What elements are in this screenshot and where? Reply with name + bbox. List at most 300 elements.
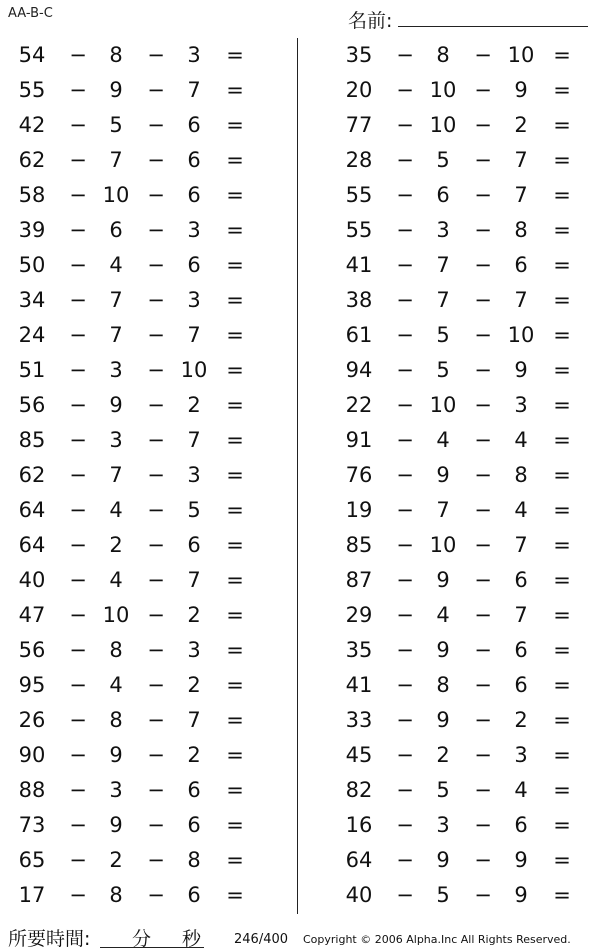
- minus-sign: −: [147, 638, 165, 662]
- first-number: 35: [345, 43, 373, 67]
- third-number: 6: [187, 813, 201, 837]
- first-number: 54: [18, 43, 46, 67]
- equals-sign: =: [553, 148, 571, 172]
- first-number: 41: [345, 253, 373, 277]
- equals-sign: =: [226, 183, 244, 207]
- page-number: 246/400: [234, 932, 289, 947]
- seconds-unit: 秒: [182, 928, 202, 950]
- second-number: 3: [109, 428, 123, 452]
- first-number: 22: [345, 393, 373, 417]
- third-number: 7: [187, 568, 201, 592]
- minus-sign: −: [396, 218, 414, 242]
- equals-sign: =: [553, 743, 571, 767]
- minus-sign: −: [396, 813, 414, 837]
- minus-sign: −: [147, 113, 165, 137]
- first-number: 55: [345, 183, 373, 207]
- minus-sign: −: [147, 358, 165, 382]
- third-number: 2: [514, 708, 528, 732]
- problem-row: [0, 178, 290, 213]
- first-number: 28: [345, 148, 373, 172]
- equals-sign: =: [553, 848, 571, 872]
- minus-sign: −: [396, 708, 414, 732]
- first-number: 76: [345, 463, 373, 487]
- minus-sign: −: [147, 498, 165, 522]
- first-number: 34: [18, 288, 46, 312]
- problem-row: [0, 773, 290, 808]
- third-number: 7: [514, 533, 528, 557]
- equals-sign: =: [553, 183, 571, 207]
- third-number: 6: [514, 253, 528, 277]
- minus-sign: −: [474, 78, 492, 102]
- third-number: 2: [187, 603, 201, 627]
- first-number: 39: [18, 218, 46, 242]
- second-number: 10: [102, 183, 130, 207]
- second-number: 9: [109, 813, 123, 837]
- equals-sign: =: [226, 813, 244, 837]
- second-number: 9: [436, 708, 450, 732]
- minus-sign: −: [69, 883, 87, 907]
- problem-row: [0, 738, 290, 773]
- problem-row: [0, 143, 290, 178]
- equals-sign: =: [553, 43, 571, 67]
- first-number: 50: [18, 253, 46, 277]
- problem-row: [327, 493, 600, 528]
- problem-row: [327, 178, 600, 213]
- first-number: 64: [18, 498, 46, 522]
- minus-sign: −: [396, 778, 414, 802]
- equals-sign: =: [553, 498, 571, 522]
- third-number: 9: [514, 78, 528, 102]
- third-number: 6: [187, 113, 201, 137]
- problem-row: [327, 563, 600, 598]
- problem-row: [0, 808, 290, 843]
- third-number: 7: [514, 288, 528, 312]
- minus-sign: −: [474, 708, 492, 732]
- second-number: 7: [109, 148, 123, 172]
- equals-sign: =: [553, 673, 571, 697]
- second-number: 5: [436, 883, 450, 907]
- first-number: 29: [345, 603, 373, 627]
- minus-sign: −: [396, 533, 414, 557]
- minus-sign: −: [474, 253, 492, 277]
- second-number: 10: [429, 113, 457, 137]
- problem-column-left: [0, 38, 290, 913]
- problem-row: [0, 458, 290, 493]
- third-number: 10: [507, 323, 535, 347]
- third-number: 6: [514, 813, 528, 837]
- minus-sign: −: [474, 288, 492, 312]
- second-number: 5: [109, 113, 123, 137]
- first-number: 45: [345, 743, 373, 767]
- third-number: 2: [514, 113, 528, 137]
- second-number: 5: [436, 148, 450, 172]
- second-number: 9: [109, 78, 123, 102]
- third-number: 9: [514, 848, 528, 872]
- problem-row: [327, 633, 600, 668]
- second-number: 8: [436, 43, 450, 67]
- second-number: 9: [436, 848, 450, 872]
- third-number: 10: [507, 43, 535, 67]
- minus-sign: −: [474, 113, 492, 137]
- first-number: 91: [345, 428, 373, 452]
- first-number: 24: [18, 323, 46, 347]
- name-field: [348, 6, 588, 30]
- equals-sign: =: [553, 288, 571, 312]
- equals-sign: =: [553, 533, 571, 557]
- second-number: 3: [436, 218, 450, 242]
- equals-sign: =: [226, 603, 244, 627]
- equals-sign: =: [553, 603, 571, 627]
- minus-sign: −: [396, 673, 414, 697]
- equals-sign: =: [553, 323, 571, 347]
- minus-sign: −: [474, 218, 492, 242]
- first-number: 87: [345, 568, 373, 592]
- first-number: 88: [18, 778, 46, 802]
- minus-sign: −: [147, 393, 165, 417]
- equals-sign: =: [226, 708, 244, 732]
- third-number: 6: [187, 183, 201, 207]
- minus-sign: −: [69, 708, 87, 732]
- problem-row: [327, 808, 600, 843]
- equals-sign: =: [553, 428, 571, 452]
- second-number: 7: [436, 253, 450, 277]
- first-number: 65: [18, 848, 46, 872]
- minus-sign: −: [396, 323, 414, 347]
- second-number: 7: [109, 288, 123, 312]
- equals-sign: =: [226, 393, 244, 417]
- first-number: 73: [18, 813, 46, 837]
- second-number: 2: [109, 533, 123, 557]
- equals-sign: =: [226, 848, 244, 872]
- first-number: 17: [18, 883, 46, 907]
- second-number: 4: [109, 253, 123, 277]
- second-number: 8: [109, 638, 123, 662]
- problem-row: [0, 528, 290, 563]
- minus-sign: −: [396, 743, 414, 767]
- problem-row: [327, 318, 600, 353]
- equals-sign: =: [553, 883, 571, 907]
- problem-row: [327, 143, 600, 178]
- equals-sign: =: [553, 813, 571, 837]
- problem-row: [0, 73, 290, 108]
- third-number: 7: [187, 428, 201, 452]
- problem-row: [0, 563, 290, 598]
- minus-sign: −: [147, 183, 165, 207]
- second-number: 7: [109, 463, 123, 487]
- minus-sign: −: [147, 778, 165, 802]
- minus-sign: −: [147, 743, 165, 767]
- third-number: 7: [514, 183, 528, 207]
- equals-sign: =: [553, 253, 571, 277]
- third-number: 2: [187, 673, 201, 697]
- minus-sign: −: [147, 708, 165, 732]
- minus-sign: −: [147, 883, 165, 907]
- problem-row: [0, 598, 290, 633]
- third-number: 3: [187, 288, 201, 312]
- third-number: 3: [514, 743, 528, 767]
- minus-sign: −: [69, 183, 87, 207]
- problem-row: [327, 73, 600, 108]
- second-number: 7: [436, 288, 450, 312]
- minus-sign: −: [396, 638, 414, 662]
- minus-sign: −: [69, 78, 87, 102]
- third-number: 6: [514, 568, 528, 592]
- second-number: 2: [436, 743, 450, 767]
- minus-sign: −: [147, 78, 165, 102]
- minus-sign: −: [396, 288, 414, 312]
- third-number: 6: [187, 883, 201, 907]
- first-number: 56: [18, 638, 46, 662]
- minus-sign: −: [474, 848, 492, 872]
- second-number: 4: [436, 603, 450, 627]
- problem-row: [327, 843, 600, 878]
- problem-row: [327, 248, 600, 283]
- first-number: 16: [345, 813, 373, 837]
- minus-sign: −: [69, 638, 87, 662]
- second-number: 5: [436, 323, 450, 347]
- minus-sign: −: [147, 253, 165, 277]
- second-number: 9: [436, 638, 450, 662]
- minus-sign: −: [69, 603, 87, 627]
- minus-sign: −: [69, 428, 87, 452]
- third-number: 6: [187, 148, 201, 172]
- problem-row: [327, 738, 600, 773]
- minus-sign: −: [474, 603, 492, 627]
- name-write-line: [398, 26, 588, 27]
- minus-sign: −: [396, 498, 414, 522]
- third-number: 6: [514, 673, 528, 697]
- third-number: 8: [187, 848, 201, 872]
- copyright-notice: Copyright © 2006 Alpha.Inc All Rights Reserved.: [303, 933, 571, 946]
- first-number: 55: [18, 78, 46, 102]
- problem-row: [0, 633, 290, 668]
- minus-sign: −: [396, 113, 414, 137]
- second-number: 9: [436, 568, 450, 592]
- minutes-unit: 分: [132, 928, 152, 950]
- minus-sign: −: [474, 358, 492, 382]
- equals-sign: =: [226, 148, 244, 172]
- third-number: 9: [514, 358, 528, 382]
- equals-sign: =: [226, 778, 244, 802]
- minus-sign: −: [69, 498, 87, 522]
- minus-sign: −: [474, 148, 492, 172]
- third-number: 3: [187, 218, 201, 242]
- equals-sign: =: [226, 113, 244, 137]
- equals-sign: =: [226, 218, 244, 242]
- third-number: 7: [514, 603, 528, 627]
- minus-sign: −: [396, 428, 414, 452]
- problem-row: [327, 353, 600, 388]
- second-number: 5: [436, 358, 450, 382]
- minus-sign: −: [69, 253, 87, 277]
- minus-sign: −: [69, 218, 87, 242]
- worksheet-code: AA-B-C: [8, 6, 53, 21]
- equals-sign: =: [553, 113, 571, 137]
- footer: [0, 924, 600, 952]
- minus-sign: −: [69, 113, 87, 137]
- third-number: 7: [187, 78, 201, 102]
- second-number: 6: [436, 183, 450, 207]
- minus-sign: −: [396, 883, 414, 907]
- minus-sign: −: [69, 148, 87, 172]
- minus-sign: −: [69, 358, 87, 382]
- minus-sign: −: [147, 533, 165, 557]
- equals-sign: =: [226, 498, 244, 522]
- problem-row: [327, 668, 600, 703]
- problem-row: [327, 388, 600, 423]
- minus-sign: −: [69, 743, 87, 767]
- third-number: 9: [514, 883, 528, 907]
- problem-row: [0, 423, 290, 458]
- minus-sign: −: [147, 603, 165, 627]
- minus-sign: −: [69, 323, 87, 347]
- first-number: 26: [18, 708, 46, 732]
- minus-sign: −: [147, 323, 165, 347]
- second-number: 10: [429, 533, 457, 557]
- third-number: 3: [187, 43, 201, 67]
- second-number: 3: [436, 813, 450, 837]
- second-number: 8: [109, 708, 123, 732]
- first-number: 58: [18, 183, 46, 207]
- second-number: 10: [429, 393, 457, 417]
- problem-column-right: [327, 38, 600, 913]
- minus-sign: −: [474, 883, 492, 907]
- minus-sign: −: [396, 253, 414, 277]
- problem-row: [327, 528, 600, 563]
- second-number: 9: [109, 393, 123, 417]
- second-number: 4: [109, 498, 123, 522]
- first-number: 41: [345, 673, 373, 697]
- equals-sign: =: [553, 78, 571, 102]
- time-taken-label: 所要時間:: [8, 928, 91, 950]
- minus-sign: −: [474, 568, 492, 592]
- second-number: 7: [436, 498, 450, 522]
- minus-sign: −: [147, 568, 165, 592]
- minus-sign: −: [474, 533, 492, 557]
- problem-row: [0, 38, 290, 73]
- minus-sign: −: [69, 288, 87, 312]
- second-number: 3: [109, 778, 123, 802]
- problem-row: [0, 353, 290, 388]
- first-number: 42: [18, 113, 46, 137]
- minus-sign: −: [396, 78, 414, 102]
- third-number: 8: [514, 218, 528, 242]
- first-number: 51: [18, 358, 46, 382]
- equals-sign: =: [553, 393, 571, 417]
- minus-sign: −: [396, 603, 414, 627]
- first-number: 64: [18, 533, 46, 557]
- first-number: 19: [345, 498, 373, 522]
- second-number: 9: [436, 463, 450, 487]
- minus-sign: −: [474, 743, 492, 767]
- minus-sign: −: [474, 778, 492, 802]
- column-divider: [297, 38, 298, 914]
- problem-row: [327, 878, 600, 913]
- minus-sign: −: [396, 463, 414, 487]
- first-number: 33: [345, 708, 373, 732]
- problem-row: [327, 773, 600, 808]
- minus-sign: −: [69, 43, 87, 67]
- minus-sign: −: [396, 393, 414, 417]
- problem-row: [0, 388, 290, 423]
- equals-sign: =: [226, 463, 244, 487]
- third-number: 6: [187, 533, 201, 557]
- second-number: 8: [436, 673, 450, 697]
- third-number: 7: [187, 708, 201, 732]
- third-number: 3: [187, 463, 201, 487]
- first-number: 61: [345, 323, 373, 347]
- equals-sign: =: [226, 253, 244, 277]
- second-number: 8: [109, 883, 123, 907]
- problem-row: [0, 703, 290, 738]
- problem-row: [327, 423, 600, 458]
- second-number: 10: [102, 603, 130, 627]
- equals-sign: =: [226, 533, 244, 557]
- problem-row: [0, 493, 290, 528]
- equals-sign: =: [226, 638, 244, 662]
- equals-sign: =: [226, 358, 244, 382]
- minus-sign: −: [69, 463, 87, 487]
- first-number: 94: [345, 358, 373, 382]
- first-number: 40: [18, 568, 46, 592]
- minus-sign: −: [396, 43, 414, 67]
- minus-sign: −: [474, 183, 492, 207]
- equals-sign: =: [226, 288, 244, 312]
- minus-sign: −: [396, 148, 414, 172]
- equals-sign: =: [226, 43, 244, 67]
- minus-sign: −: [69, 848, 87, 872]
- third-number: 4: [514, 778, 528, 802]
- problem-row: [0, 318, 290, 353]
- problem-row: [0, 108, 290, 143]
- first-number: 90: [18, 743, 46, 767]
- minus-sign: −: [69, 778, 87, 802]
- second-number: 9: [109, 743, 123, 767]
- first-number: 47: [18, 603, 46, 627]
- second-number: 7: [109, 323, 123, 347]
- first-number: 64: [345, 848, 373, 872]
- third-number: 2: [187, 393, 201, 417]
- problem-row: [327, 458, 600, 493]
- minus-sign: −: [474, 323, 492, 347]
- first-number: 85: [18, 428, 46, 452]
- first-number: 77: [345, 113, 373, 137]
- minus-sign: −: [474, 393, 492, 417]
- third-number: 4: [514, 428, 528, 452]
- equals-sign: =: [226, 78, 244, 102]
- minus-sign: −: [147, 43, 165, 67]
- problem-row: [0, 843, 290, 878]
- minus-sign: −: [396, 848, 414, 872]
- minus-sign: −: [147, 148, 165, 172]
- third-number: 2: [187, 743, 201, 767]
- minus-sign: −: [396, 358, 414, 382]
- minus-sign: −: [474, 43, 492, 67]
- second-number: 6: [109, 218, 123, 242]
- problem-row: [0, 213, 290, 248]
- equals-sign: =: [226, 883, 244, 907]
- equals-sign: =: [226, 673, 244, 697]
- third-number: 8: [514, 463, 528, 487]
- minus-sign: −: [147, 463, 165, 487]
- minus-sign: −: [474, 813, 492, 837]
- third-number: 5: [187, 498, 201, 522]
- problem-row: [327, 38, 600, 73]
- minus-sign: −: [147, 673, 165, 697]
- third-number: 6: [514, 638, 528, 662]
- first-number: 35: [345, 638, 373, 662]
- minus-sign: −: [474, 498, 492, 522]
